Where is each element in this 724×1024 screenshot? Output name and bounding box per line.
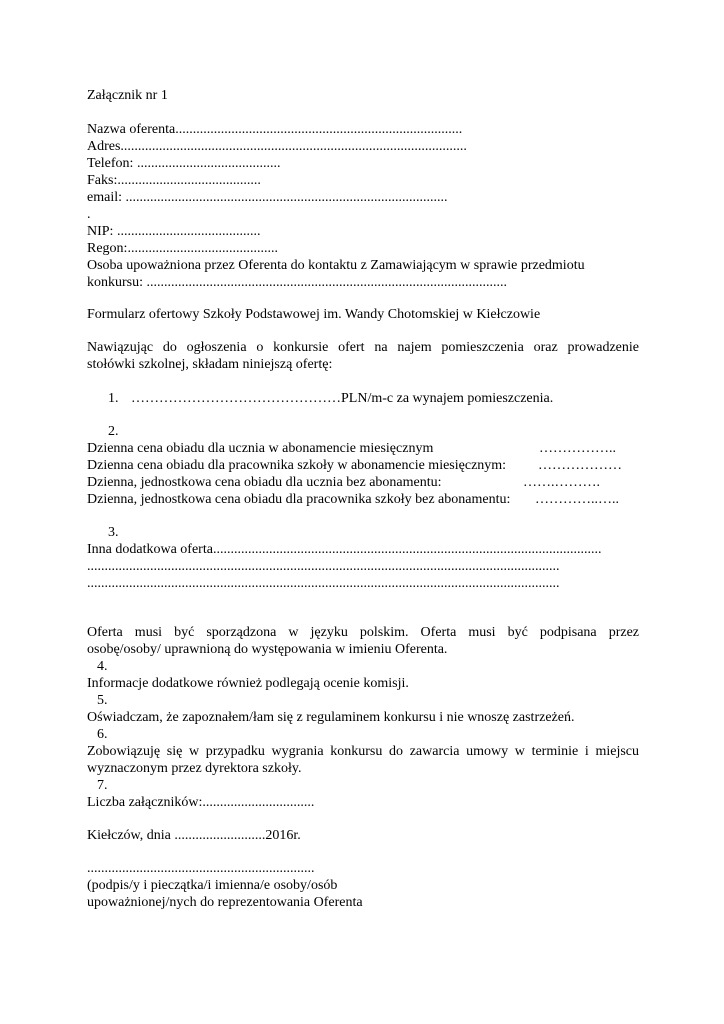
contact-person-line2: konkursu: ....................................................................................................... [87,275,507,290]
item2-row-value: …….………. [523,475,600,490]
item3-number: 3. [108,525,119,540]
item3-line1: Inna dodatkowa oferta............................................................................................................... [87,542,602,557]
signature-caption-line1: (podpis/y i pieczątka/i imienna/e osoby/osób [87,878,338,893]
item3-line3: ....................................................................................................................................... [87,576,560,591]
statement-additional-info: Informacje dodatkowe również podlegają ocenie komisji. [87,676,409,691]
statement-language-line1: Oferta musi być sporządzona w języku polskim. Oferta musi być podpisana przez [87,625,639,640]
statement-regulations: Oświadczam, że zapoznałem/łam się z regulaminem konkursu i nie wnoszę zastrzeżeń. [87,710,575,725]
bidder-fax-field: Faks:......................................... [87,173,261,188]
attachments-count-field: Liczba załączników:................................ [87,795,315,810]
attachment-label: Załącznik nr 1 [87,88,168,103]
bidder-email-field: email: ............................................................................................ [87,190,448,205]
item1-text: ………………………………………PLN/m-c za wynajem pomieszczenia. [131,391,554,406]
item4-number: 4. [97,659,108,674]
bidder-phone-field: Telefon: ......................................... [87,156,281,171]
bidder-address-field: Adres................................................................................................... [87,139,467,154]
item2-row-value: …………….. [539,441,616,456]
statement-contract-line2: wyznaczonym przez dyrektora szkoły. [87,761,302,776]
item2-number: 2. [108,424,119,439]
item2-row-label: Dzienna, jednostkowa cena obiadu dla ucznia bez abonamentu: [87,475,442,490]
bidder-nip-field: NIP: ......................................... [87,224,261,239]
item2-row-label: Dzienna cena obiadu dla ucznia w abonamencie miesięcznym [87,441,434,456]
item2-row-label: Dzienna cena obiadu dla pracownika szkoły w abonamencie miesięcznym: [87,458,507,473]
bidder-regon-field: Regon:........................................... [87,241,278,256]
item2-row-value: ……………… [538,458,622,473]
statement-contract-line1: Zobowiązuję się w przypadku wygrania konkursu do zawarcia umowy w terminie i miejscu [87,744,639,759]
item5-number: 5. [97,693,108,708]
bidder-name-field: Nazwa oferenta.................................................................................. [87,122,463,137]
place-date-field: Kiełczów, dnia ..........................2016r. [87,828,301,843]
stray-dot: . [87,207,91,222]
signature-dots: ................................................................. [87,861,315,876]
intro-line1: Nawiązując do ogłoszenia o konkursie ofert na najem pomieszczenia oraz prowadzenie [87,340,639,355]
item2-row-value: …………..….. [535,492,619,507]
item2-row-label: Dzienna, jednostkowa cena obiadu dla pracownika szkoły bez abonamentu: [87,492,511,507]
item7-number: 7. [97,778,108,793]
signature-caption-line2: upoważnionej/nych do reprezentowania Oferenta [87,895,363,910]
form-title: Formularz ofertowy Szkoły Podstawowej im. Wandy Chotomskiej w Kiełczowie [87,307,541,322]
item6-number: 6. [97,727,108,742]
contact-person-line1: Osoba upoważniona przez Oferenta do kontaktu z Zamawiającym w sprawie przedmiotu [87,258,585,273]
item1-number: 1. [108,391,119,406]
intro-line2: stołówki szkolnej, składam niniejszą ofertę: [87,357,333,372]
item3-line2: ....................................................................................................................................... [87,559,560,574]
statement-language-line2: osobę/osoby/ uprawnioną do występowania w imieniu Oferenta. [87,642,448,657]
